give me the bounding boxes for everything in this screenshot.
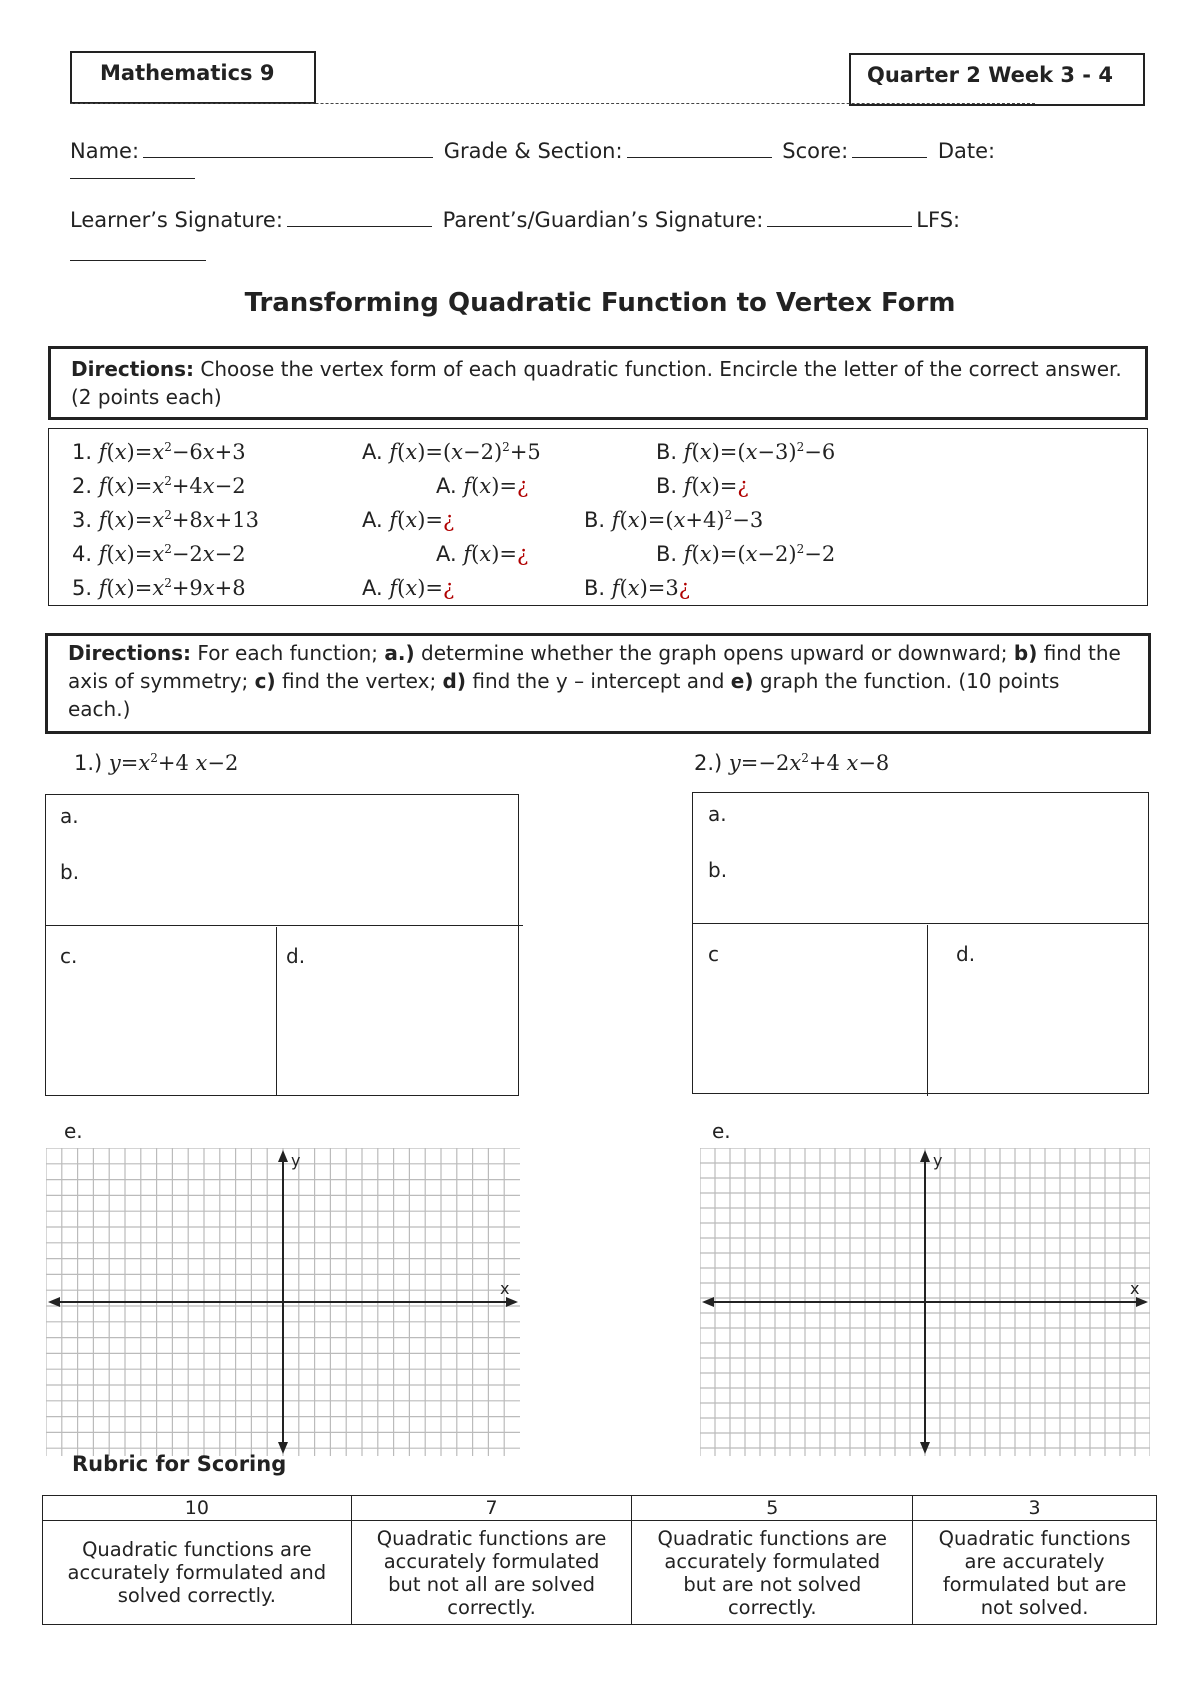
part2-text-3: find the axis of symmetry; (68, 641, 1121, 693)
part2-directions-label: Directions: (68, 641, 192, 665)
lfs-label: LFS: (916, 208, 961, 232)
rubric-description: Quadratic functions are accurately formulated but are not solved correctly. (632, 1521, 913, 1625)
part2-directions (45, 633, 1151, 734)
problem-1-divider (45, 925, 523, 926)
part2-step-a: a.) (384, 641, 415, 665)
part2-step-c: c) (254, 669, 276, 693)
part2-step-d: d) (442, 669, 467, 693)
rubric-score: 7 (351, 1496, 632, 1521)
question-3-option-a[interactable]: A. f(x)=¿ (362, 508, 455, 532)
problem-2-divider (692, 923, 1149, 924)
question-4: 4. $f(x)=x^2-2x-2$ (72, 542, 246, 566)
date-blank[interactable] (70, 178, 195, 179)
problem-1-label-c: c. (60, 944, 78, 968)
subject-label: Mathematics 9 (100, 61, 275, 85)
date-label: Date: (937, 139, 996, 163)
problem-2-label-b: b. (708, 858, 728, 882)
problem-2-label-c: c (708, 942, 719, 966)
rubric-score: 3 (913, 1496, 1157, 1521)
question-4-option-b[interactable]: B. $f(x)=(x-2)^2-2$ (656, 542, 836, 566)
rubric-description: Quadratic functions are accurately formulated but are not solved. (913, 1521, 1157, 1625)
problem-2-label-a: a. (708, 802, 727, 826)
problem-2-label-e: e. (712, 1119, 731, 1143)
question-5-option-a[interactable]: A. f(x)=¿ (362, 576, 455, 600)
score-label: Score: (782, 139, 849, 163)
score-blank[interactable] (852, 138, 927, 158)
problem-1-label-a: a. (60, 804, 79, 828)
part1-directions-text: Choose the vertex form of each quadratic function. Encircle the letter of the correct answer. (2 points each) (71, 357, 1122, 409)
question-5: 5. $f(x)=x^2+9x+8$ (72, 576, 246, 600)
subject-box (70, 51, 316, 104)
part2-step-b: b) (1013, 641, 1038, 665)
y-axis-up-arrow-icon (920, 1150, 930, 1162)
name-blank[interactable] (143, 138, 433, 158)
rubric-description: Quadratic functions are accurately formulated but not all are solved correctly. (351, 1521, 632, 1625)
quarter-box (849, 53, 1145, 106)
question-2-option-a[interactable]: A. f(x)=¿ (436, 474, 529, 498)
y-axis-label: y (933, 1151, 943, 1170)
problem-2-equation: 2.) $y=-2x^2+4$ x−8 (694, 751, 890, 775)
rubric-score: 5 (632, 1496, 913, 1521)
rubric-score: 10 (43, 1496, 352, 1521)
part1-directions (48, 346, 1148, 420)
parent-signature-blank[interactable] (767, 207, 912, 227)
question-4-option-a[interactable]: A. f(x)=¿ (436, 542, 529, 566)
lfs-blank[interactable] (70, 260, 206, 261)
learner-signature-blank[interactable] (287, 207, 432, 227)
question-5-option-b[interactable]: B. f(x)=3¿ (584, 576, 691, 600)
grade-section-blank[interactable] (627, 138, 772, 158)
problem-2-split (927, 925, 928, 1096)
problem-1-split (276, 927, 277, 1095)
grade-section-label: Grade & Section: (443, 139, 623, 163)
problem-1-equation: 1.) $y=x^2+4$ x−2 (74, 751, 239, 775)
problem-2-label-d: d. (956, 942, 976, 966)
problem-1-label-d: d. (286, 944, 306, 968)
part2-text-2: determine whether the graph opens upward or downward; (414, 641, 1014, 665)
divider-line (70, 103, 1035, 104)
part2-text-6: graph the function. (10 points each.) (68, 669, 1060, 721)
part2-text-4: find the vertex; (275, 669, 443, 693)
rubric-description: Quadratic functions are accurately formulated and solved correctly. (43, 1521, 352, 1625)
problem-1-answer-box[interactable] (45, 794, 519, 1096)
problem-2-answer-box[interactable] (692, 792, 1149, 1094)
question-2: 2. $f(x)=x^2+4x-2$ (72, 474, 246, 498)
part2-text-1: For each function; (191, 641, 385, 665)
rubric-score-row (43, 1496, 1157, 1521)
part2-step-e: e) (730, 669, 754, 693)
part2-text-5: find the y – intercept and (466, 669, 731, 693)
rubric-description-row (43, 1521, 1157, 1625)
problem-2-graph-grid[interactable] (700, 1148, 1150, 1456)
question-2-option-b[interactable]: B. f(x)=¿ (656, 474, 749, 498)
fields-row-1 (70, 138, 995, 163)
question-3: 3. $f(x)=x^2+8x+13$ (72, 508, 259, 532)
name-label: Name: (70, 139, 140, 163)
question-3-option-b[interactable]: B. $f(x)=(x+4)^2-3$ (584, 508, 764, 532)
learner-signature-label: Learner’s Signature: (70, 208, 283, 232)
y-axis-label: y (291, 1151, 301, 1170)
x-axis-label: x (1130, 1279, 1140, 1298)
rubric-table (42, 1495, 1157, 1625)
problem-1-number: 1.) (74, 751, 103, 775)
question-1: 1. $f(x)=x^2-6x+3$ (72, 440, 246, 464)
question-1-option-b[interactable]: B. $f(x)=(x-3)^2-6$ (656, 440, 836, 464)
problem-1-label-b: b. (60, 860, 80, 884)
problem-1-label-e: e. (64, 1119, 83, 1143)
problem-2-number: 2.) (694, 751, 723, 775)
part1-directions-label: Directions: (71, 357, 195, 381)
problem-1-graph-grid[interactable] (46, 1148, 520, 1456)
page-title: Transforming Quadratic Function to Vertex Form (244, 288, 956, 318)
fields-row-2 (70, 207, 960, 232)
quarter-label: Quarter 2 Week 3 - 4 (867, 63, 1113, 87)
question-1-option-a[interactable]: A. $f(x)=(x-2)^2+5$ (362, 440, 541, 464)
x-axis-label: x (500, 1279, 510, 1298)
parent-signature-label: Parent’s/Guardian’s Signature: (442, 208, 764, 232)
y-axis-up-arrow-icon (278, 1150, 288, 1162)
rubric-title: Rubric for Scoring (72, 1452, 287, 1476)
